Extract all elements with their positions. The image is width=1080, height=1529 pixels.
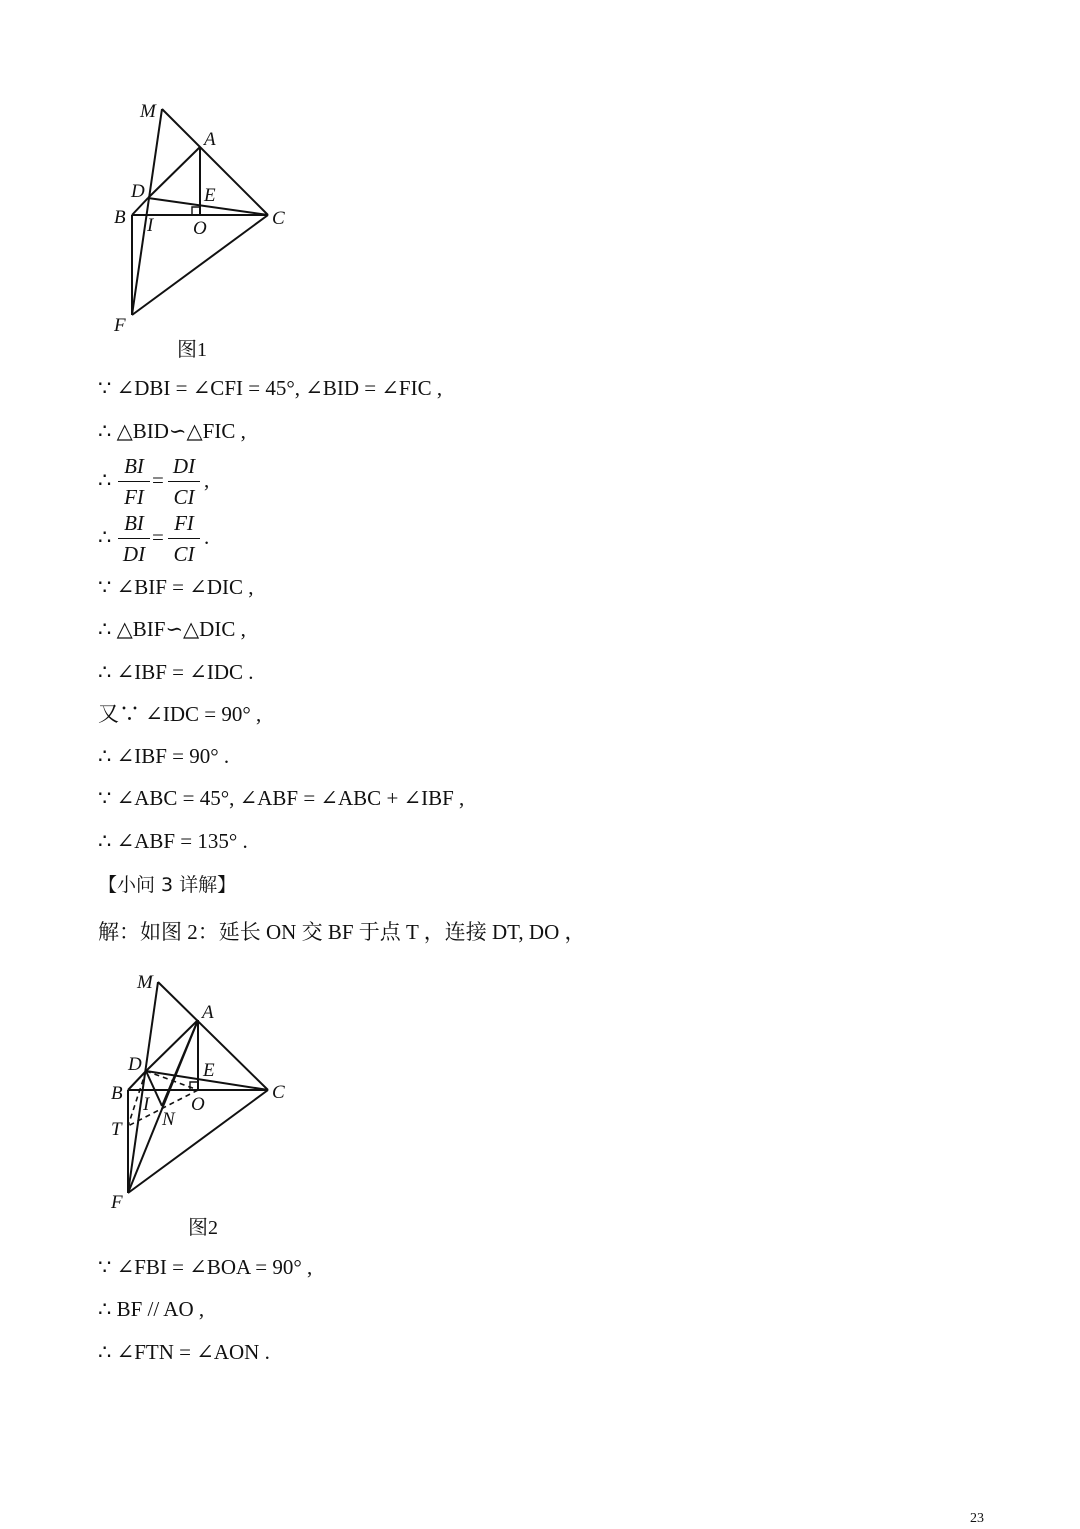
proof-line: ∵ ∠ABC = 45°, ∠ABF = ∠ABC + ∠IBF , xyxy=(98,786,465,810)
fig1-label-A: A xyxy=(204,129,216,150)
frac2-num1: BI xyxy=(124,511,144,535)
proof-line: ∴ ∠FTN = ∠AON . xyxy=(98,1340,270,1364)
fig2-label-B: B xyxy=(111,1083,123,1104)
fraction-equation-2 xyxy=(98,509,298,569)
frac2-prefix: ∴ xyxy=(98,525,112,549)
frac2-equals: = xyxy=(152,525,164,549)
frac1-den2: CI xyxy=(173,485,195,509)
proof-line: ∴ ∠IBF = ∠IDC . xyxy=(98,660,254,684)
frac2-right xyxy=(168,509,200,568)
figure-1-caption: 图1 xyxy=(177,339,207,361)
proof-line: ∴ ∠ABF = 135° . xyxy=(98,829,248,853)
frac2-den1: DI xyxy=(122,542,146,566)
frac1-num1: BI xyxy=(124,454,144,478)
frac2-left xyxy=(118,509,150,568)
fig2-label-A: A xyxy=(202,1002,214,1023)
fig2-label-T: T xyxy=(111,1119,122,1140)
fig1-label-B: B xyxy=(114,207,126,228)
fig1-label-D: D xyxy=(131,181,145,202)
frac1-num2: DI xyxy=(172,454,196,478)
proof-line: ∵ ∠BIF = ∠DIC , xyxy=(98,575,254,599)
proof-line: ∴ △BID∽△FIC , xyxy=(98,419,246,443)
fig2-label-C: C xyxy=(272,1082,285,1103)
frac1-right xyxy=(168,452,200,511)
figure-2-diagram xyxy=(100,968,300,1213)
figure-1-diagram xyxy=(100,95,300,335)
proof-line: ∵ ∠FBI = ∠BOA = 90° , xyxy=(98,1255,313,1279)
frac1-prefix: ∴ xyxy=(98,468,112,492)
fig1-label-C: C xyxy=(272,208,285,229)
page-number: 23 xyxy=(970,1511,984,1526)
frac1-equals: = xyxy=(152,468,164,492)
solution-line: 解：如图 2：延长 ON 交 BF 于点 T ，连接 DT, DO ， xyxy=(98,920,586,944)
fraction-bar xyxy=(168,481,200,482)
fig2-label-F: F xyxy=(111,1192,123,1213)
fig2-label-D: D xyxy=(128,1054,142,1075)
fraction-equation-1 xyxy=(98,452,298,512)
fig1-label-F: F xyxy=(114,315,126,335)
proof-line: ∴ BF // AO , xyxy=(98,1297,205,1321)
frac1-left xyxy=(118,452,150,511)
figure-2-caption: 图2 xyxy=(188,1217,218,1239)
fig2-label-O: O xyxy=(191,1094,205,1115)
frac2-suffix: . xyxy=(204,525,210,549)
proof-line: ∴ △BIF∽△DIC , xyxy=(98,617,246,641)
fraction-bar xyxy=(118,538,150,539)
proof-line: 又∵ ∠IDC = 90° , xyxy=(98,702,262,726)
frac1-den1: FI xyxy=(124,485,144,509)
fig1-label-I: I xyxy=(147,215,154,236)
fig1-label-O: O xyxy=(193,218,207,239)
fig2-label-I: I xyxy=(143,1094,150,1115)
fig2-label-N: N xyxy=(162,1109,175,1130)
proof-line: ∴ ∠IBF = 90° . xyxy=(98,744,230,768)
frac2-den2: CI xyxy=(173,542,195,566)
fig1-label-E: E xyxy=(204,185,216,206)
frac2-num2: FI xyxy=(174,511,194,535)
section-heading: 【小问 3 详解】 xyxy=(98,874,237,896)
fraction-bar xyxy=(118,481,150,482)
fig2-label-M: M xyxy=(137,972,153,993)
fig1-label-M: M xyxy=(140,101,156,122)
fraction-bar xyxy=(168,538,200,539)
proof-line: ∵ ∠DBI = ∠CFI = 45°, ∠BID = ∠FIC , xyxy=(98,376,443,400)
frac1-suffix: , xyxy=(204,468,210,492)
fig2-label-E: E xyxy=(203,1060,215,1081)
